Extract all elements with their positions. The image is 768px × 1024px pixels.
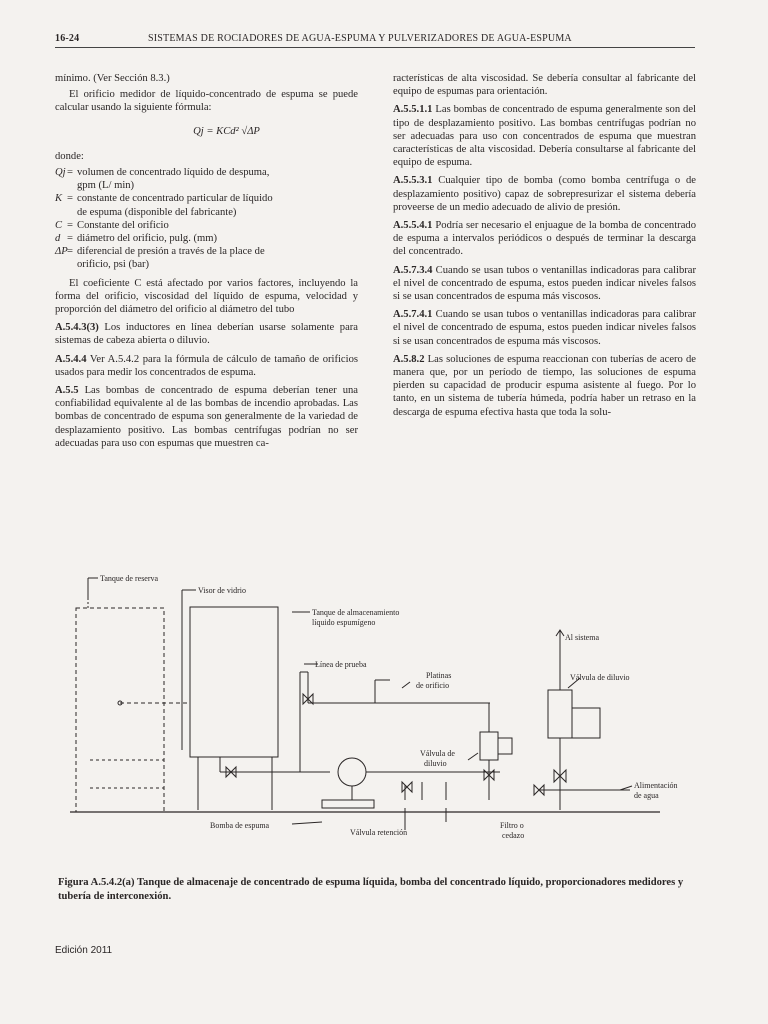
- label-check-valve: Válvula retención: [350, 828, 408, 837]
- label-to-system: Al sistema: [565, 633, 599, 642]
- section-text: Las soluciones de espuma reaccionan con tuberías de acero de manera que, por un período de tiempo, las soluciones de espuma pierden su capacidad de producir espuma asistente al fuego. Por lo tanto, en un sistema de tubería húmeda, podría haber un retraso en la descarga de espuma efectiva hasta que toda la solu-: [393, 353, 696, 418]
- section-text: Podría ser necesario el enjuague de la bomba de concentrado de espuma a intervalos periódicos o después de terminar la descarga del concentrado.: [393, 220, 696, 258]
- edition-footer: Edición 2011: [55, 945, 113, 956]
- definition-row: [55, 219, 358, 232]
- section-a55: [55, 384, 358, 450]
- section-text: Cuando se usan tubos o ventanillas indicadoras para calibrar el nivel de concentrado de espuma, estos pueden indicar niveles falsos si se usan concentrados de espuma más viscosos.: [393, 264, 696, 303]
- reserve-tank: [76, 608, 164, 812]
- label-foam-pump: Bomba de espuma: [210, 821, 270, 830]
- section-paragraph: [393, 103, 696, 169]
- foam-pump: [338, 758, 366, 786]
- section-text: Ver A.5.4.2 para la fórmula de cálculo de tamaño de orificios usados para medir los concentrados de espuma.: [55, 353, 358, 378]
- definition-equals: =: [67, 193, 73, 205]
- deluge-valve-left: [480, 732, 498, 760]
- section-text: Las bombas de concentrado de espuma generalmente son del tipo de desplazamiento positivo. Las bombas centrífugas podrían no ser adecuadas para uso con concentrados de espuma que muestran características de alta viscosidad. Debería consultarse al fabricante del equipo de espuma.: [393, 104, 696, 169]
- section-paragraph: [393, 174, 696, 214]
- section-number: A.5.7.4.1: [393, 309, 433, 321]
- section-number: A.5.5.1.1: [393, 104, 433, 116]
- definition-equals: =: [67, 246, 73, 258]
- definition-row: [55, 245, 358, 258]
- label-deluge-valve-left-1: Válvula de: [420, 749, 455, 758]
- formula: Qj = KCd² √ΔP: [193, 125, 260, 137]
- definition-row: [55, 166, 358, 179]
- section-number: A.5.5: [55, 385, 79, 397]
- definition-text: Constante del orificio: [77, 219, 169, 231]
- check-valve: [402, 782, 412, 792]
- section-text: Las bombas de concentrado de espuma deberían tener una confiabilidad equivalente al de las bombas de incendio aprobadas. Las bombas de concentrado de espuma son generalmente de la variedad de desplazamiento positivo. Las bombas centrífugas podrían no ser adecuadas para uso con espumas que muestren ca-: [55, 385, 358, 449]
- label-orifice-plates-2: de orificio: [416, 681, 450, 690]
- definition-equals: =: [67, 233, 73, 245]
- label-deluge-valve-left-2: diluvio: [424, 759, 447, 768]
- definition-equals: =: [67, 167, 73, 179]
- section-number: A.5.7.3.4: [393, 264, 433, 276]
- section-number: A.5.4.3(3): [55, 322, 99, 334]
- label-strainer-1: Filtro o: [500, 821, 524, 830]
- label-water-supply-2: de agua: [634, 791, 659, 800]
- running-title: SISTEMAS DE ROCIADORES DE AGUA-ESPUMA Y PULVERIZADORES DE AGUA-ESPUMA: [148, 33, 572, 44]
- right-column: [393, 72, 696, 422]
- section-paragraph: [393, 219, 696, 259]
- definition-text: diámetro del orificio, pulg. (mm): [77, 233, 218, 245]
- section-a543: [55, 321, 358, 347]
- label-strainer-2: cedazo: [502, 831, 525, 840]
- paragraph: El orificio medidor de líquido-concentrado de espuma se puede calcular usando la siguiente fórmula:: [55, 89, 358, 114]
- section-a544: [55, 353, 358, 379]
- label-water-supply-1: Alimentación: [634, 781, 678, 790]
- section-number: A.5.5.3.1: [393, 175, 433, 187]
- section-number: A.5.8.2: [393, 353, 425, 365]
- label-sight-glass: Visor de vidrio: [198, 586, 246, 595]
- figure-caption: Figura A.5.4.2(a) Tanque de almacenaje de concentrado de espuma líquida, bomba del concentrado líquido, proporcionadores medidores y tubería de interconexión.: [58, 877, 684, 902]
- label-storage-tank-2: líquido espumígeno: [312, 618, 376, 627]
- definition-symbol: d: [55, 233, 61, 245]
- definition-row: [55, 192, 358, 205]
- definition-continuation: gpm (L/ min): [77, 180, 135, 192]
- deluge-valve-right: [548, 690, 572, 738]
- section-number: A.5.4.4: [55, 353, 87, 365]
- label-test-line: Línea de prueba: [315, 660, 367, 669]
- right-sections: [393, 103, 696, 418]
- definition-symbol: C: [55, 219, 63, 231]
- label-reserve-tank: Tanque de reserva: [100, 574, 159, 583]
- section-text: Cuando se usan tubos o ventanillas indicadoras para calibrar el nivel de concentrado de espuma, estos pueden indicar niveles falsos si se usan concentrados de espuma más viscosos.: [393, 309, 696, 347]
- section-text: Cualquier tipo de bomba (como bomba centrífuga o de desplazamiento positivo) capaz de sobrepresurizar el sistema debería proveerse de un medio adecuado de alivio de presión.: [393, 175, 697, 213]
- storage-tank: [190, 607, 278, 757]
- definition-continuation: orificio, psi (bar): [77, 259, 150, 271]
- donde-label: donde:: [55, 150, 84, 162]
- definition-continuation: de espuma (disponible del fabricante): [77, 206, 237, 218]
- definition-symbol: Qj: [55, 167, 66, 179]
- page-header: [55, 33, 695, 48]
- page-number: 16-24: [55, 33, 80, 44]
- definition-text: diferencial de presión a través de la place de: [77, 246, 265, 258]
- label-deluge-valve-right: Válvula de diluvio: [570, 673, 630, 682]
- definition-row: [55, 232, 358, 245]
- paragraph: El coeficiente C está afectado por varios factores, incluyendo la forma del orificio, viscosidad del líquido de espuma, velocidad y proporción del diámetro del orificio al diámetro del tubo: [55, 277, 358, 316]
- definition-symbol: ΔP: [55, 246, 68, 258]
- definition-text: constante de concentrado particular de líquido: [77, 193, 273, 205]
- definition-symbol: K: [55, 193, 63, 205]
- section-text: Los inductores en línea deberían usarse solamente para sistemas de cabeza abierta o diluvio.: [55, 322, 359, 347]
- paragraph: mínimo. (Ver Sección 8.3.): [55, 73, 170, 84]
- definitions-list: [55, 166, 358, 272]
- label-storage-tank-1: Tanque de almacenamiento: [312, 608, 400, 617]
- definition-equals: =: [67, 219, 73, 231]
- definition-text: volumen de concentrado líquido de despuma,: [77, 167, 270, 179]
- left-column: [55, 72, 358, 453]
- section-paragraph: [393, 308, 696, 348]
- section-paragraph: [393, 353, 696, 419]
- paragraph: racterísticas de alta viscosidad. Se debería consultar al fabricante del equipo de espumas para orientación.: [393, 73, 696, 98]
- piping-diagram: [60, 560, 710, 845]
- label-orifice-plates-1: Platinas: [426, 671, 452, 680]
- section-number: A.5.5.4.1: [393, 220, 433, 232]
- section-paragraph: [393, 264, 696, 304]
